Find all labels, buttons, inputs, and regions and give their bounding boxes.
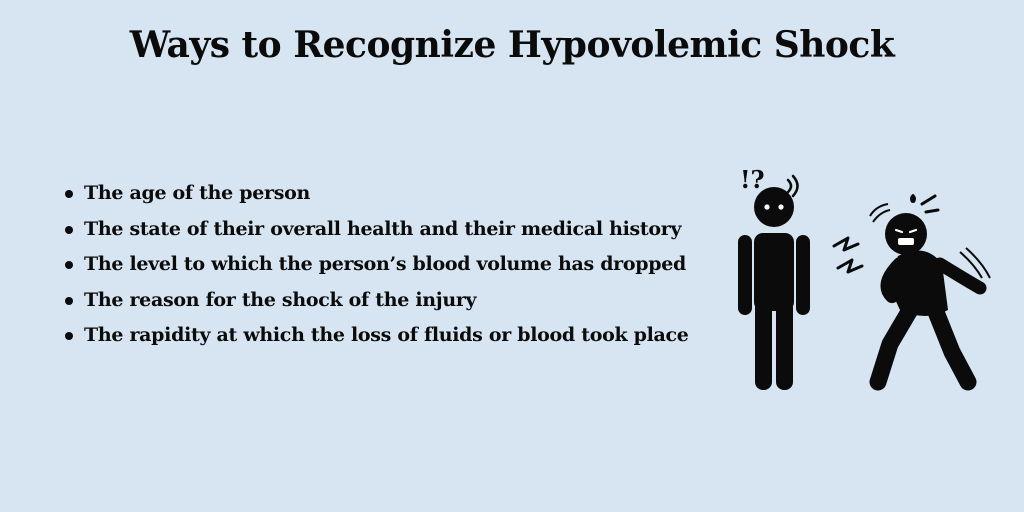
confused-mark: !? <box>740 165 765 194</box>
list-item: The reason for the shock of the injury <box>62 283 702 319</box>
list-item: The level to which the person’s blood volume has dropped <box>62 247 702 283</box>
list-item: The age of the person <box>62 176 702 212</box>
page-title: Ways to Recognize Hypovolemic Shock <box>129 24 895 66</box>
bullet-list <box>62 176 702 354</box>
confused-person-icon <box>738 165 810 390</box>
list-item: The state of their overall health and their medical history <box>62 212 702 248</box>
list-item: The rapidity at which the loss of fluids or blood took place <box>62 318 702 354</box>
illustration <box>730 160 1000 400</box>
person-in-pain-icon <box>834 194 990 382</box>
